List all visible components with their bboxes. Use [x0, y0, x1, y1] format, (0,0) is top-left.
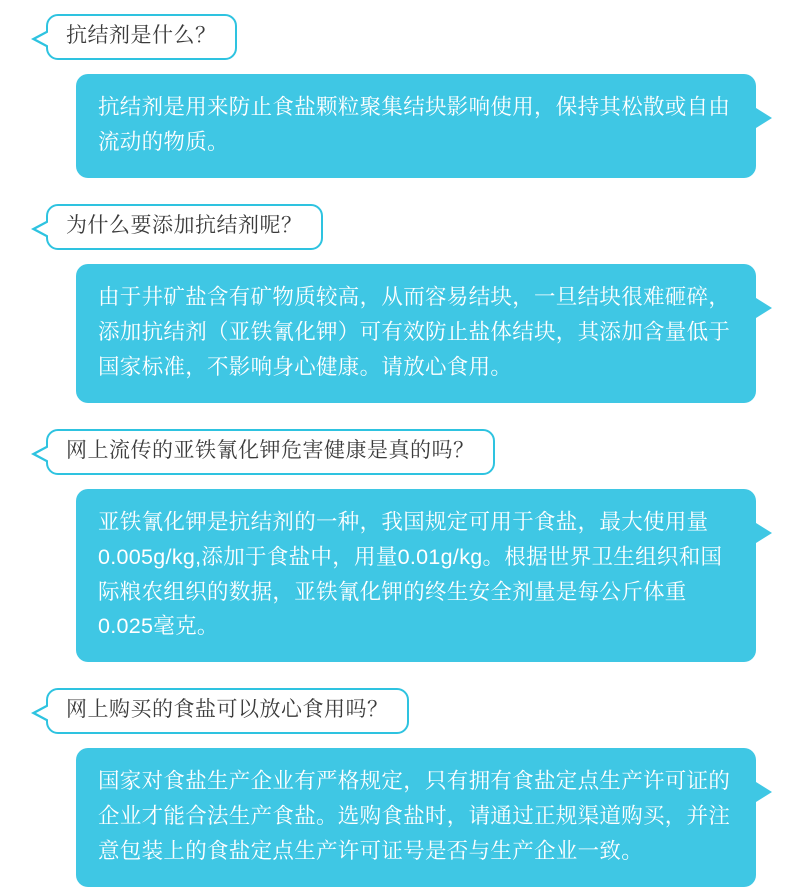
faq-item-4: [0, 688, 790, 887]
top-spacer: [0, 0, 790, 14]
faq-item-2: [0, 204, 790, 403]
answer-bubble-3: 亚铁氰化钾是抗结剂的一种，我国规定可用于食盐，最大使用量0.005g/kg,添加于食盐中，用量0.01g/kg。根据世界卫生组织和国际粮农组织的数据，亚铁氰化钾的终生安全剂量是每公斤体重0.025毫克。: [76, 489, 756, 662]
faq-item-3: [0, 429, 790, 663]
answer-row-3: [0, 489, 790, 662]
answer-bubble-1: 抗结剂是用来防止食盐颗粒聚集结块影响使用，保持其松散或自由流动的物质。: [76, 74, 756, 178]
answer-bubble-2: 由于井矿盐含有矿物质较高，从而容易结块，一旦结块很难砸碎，添加抗结剂（亚铁氰化钾）可有效防止盐体结块，其添加含量低于国家标准，不影响身心健康。请放心食用。: [76, 264, 756, 402]
answer-bubble-4: 国家对食盐生产企业有严格规定，只有拥有食盐定点生产许可证的企业才能合法生产食盐。选购食盐时，请通过正规渠道购买，并注意包装上的食盐定点生产许可证号是否与生产企业一致。: [76, 748, 756, 886]
question-row-3: [0, 429, 790, 475]
question-bubble-2: 为什么要添加抗结剂呢？: [46, 204, 323, 250]
answer-row-1: [0, 74, 790, 178]
question-row-4: [0, 688, 790, 734]
answer-row-2: [0, 264, 790, 402]
answer-row-4: [0, 748, 790, 886]
question-bubble-4: 网上购买的食盐可以放心食用吗？: [46, 688, 409, 734]
question-row-1: [0, 14, 790, 60]
question-row-2: [0, 204, 790, 250]
question-bubble-3: 网上流传的亚铁氰化钾危害健康是真的吗？: [46, 429, 495, 475]
faq-item-1: [0, 14, 790, 178]
question-bubble-1: 抗结剂是什么？: [46, 14, 237, 60]
